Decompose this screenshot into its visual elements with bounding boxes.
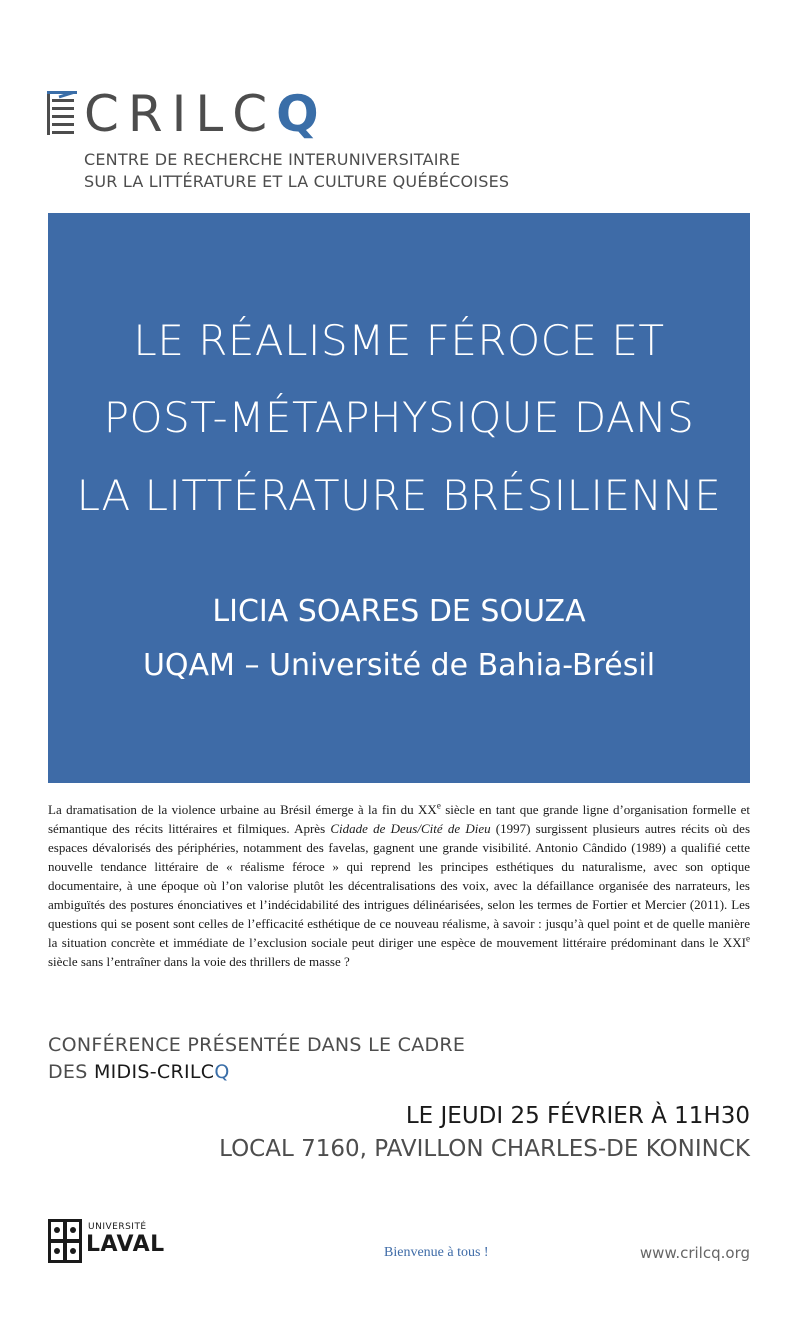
speaker-affiliation: UQAM – Université de Bahia-Brésil xyxy=(142,648,656,683)
abstract-text-1: La dramatisation de la violence urbaine au Brésil émerge à la fin du XX xyxy=(48,802,437,817)
welcome-text: Bienvenue à tous ! xyxy=(384,1245,489,1260)
universite-laval-crest-icon xyxy=(48,1219,82,1263)
event-date: LE JEUDI 25 FÉVRIER À 11H30 xyxy=(405,1103,750,1129)
org-name-line-2: SUR LA LITTÉRATURE ET LA CULTURE QUÉBÉCOISES xyxy=(84,172,510,191)
website-link[interactable]: www.crilcq.org xyxy=(639,1244,750,1262)
conference-title-line-1: LE RÉALISME FÉROCE ET xyxy=(133,316,665,365)
abstract-text-3: (1997) surgissent plusieurs autres récits où des espaces dévalorisés des périphéries, notamment des favelas, gagnent une grande visibilité. Antonio Cândido (1989) a qualifié cette nouvelle tendance littéraire de « réalisme féroce » qui reprend les principes esthétiques du naturalisme, avec son optique documentaire, à une époque où l’on valorise plutôt les décentralisations des voix, avec la défaillance organisée des narrateurs, les ambiguïtés des postures énonciatives et l’indécidabilité des intrigues délinéarisées, selon les termes de Fortier et Mercier (2011). Les questions qui se posent sont celles de l’efficacité esthétique de ce nouveau réalisme, à savoir : jusqu’à quel point et de quelle manière la situation concrète et immédiate de l’exclusion sociale peut diriger une espèce de mouvement littéraire prédominant dans le XXI xyxy=(48,821,750,950)
abstract-sup-1: e xyxy=(436,800,441,811)
crilcq-logo-wordmark xyxy=(84,84,328,144)
conference-title-line-3: LA LITTÉRATURE BRÉSILIENNE xyxy=(76,471,722,520)
midis-crilcq-q: Q xyxy=(214,1061,230,1083)
conference-title-line-2: POST-MÉTAPHYSIQUE DANS xyxy=(103,393,695,442)
abstract-paragraph xyxy=(48,800,750,971)
org-name-line-1: CENTRE DE RECHERCHE INTERUNIVERSITAIRE xyxy=(84,150,461,169)
abstract-text-2: siècle en tant que grande ligne d’organisation formelle et sémantique des récits littéraires et filmiques. Après xyxy=(48,802,751,836)
title-block xyxy=(48,213,750,783)
crilcq-logo-mark-icon xyxy=(47,91,77,135)
abstract-film-title: Cidade de Deus/Cité de Dieu xyxy=(330,821,491,836)
midis-crilcq-label: MIDIS-CRILC xyxy=(93,1061,215,1083)
logo-word-q: Q xyxy=(276,85,328,143)
abstract-sup-2: e xyxy=(746,933,750,944)
conference-note-line-1: CONFÉRENCE PRÉSENTÉE DANS LE CADRE xyxy=(48,1034,466,1056)
speaker-name: LICIA SOARES DE SOUZA xyxy=(212,594,586,629)
university-label-big: LAVAL xyxy=(86,1232,165,1257)
logo-word-main: CRILC xyxy=(84,85,277,143)
event-place: LOCAL 7160, PAVILLON CHARLES-DE KONINCK xyxy=(219,1136,750,1162)
university-label-small: UNIVERSITÉ xyxy=(88,1222,147,1232)
conference-note-prefix: DES xyxy=(48,1061,94,1083)
conference-note-line-2 xyxy=(48,1060,230,1084)
abstract-text-4: siècle sans l’entraîner dans la voie des thrillers de masse ? xyxy=(48,954,350,969)
